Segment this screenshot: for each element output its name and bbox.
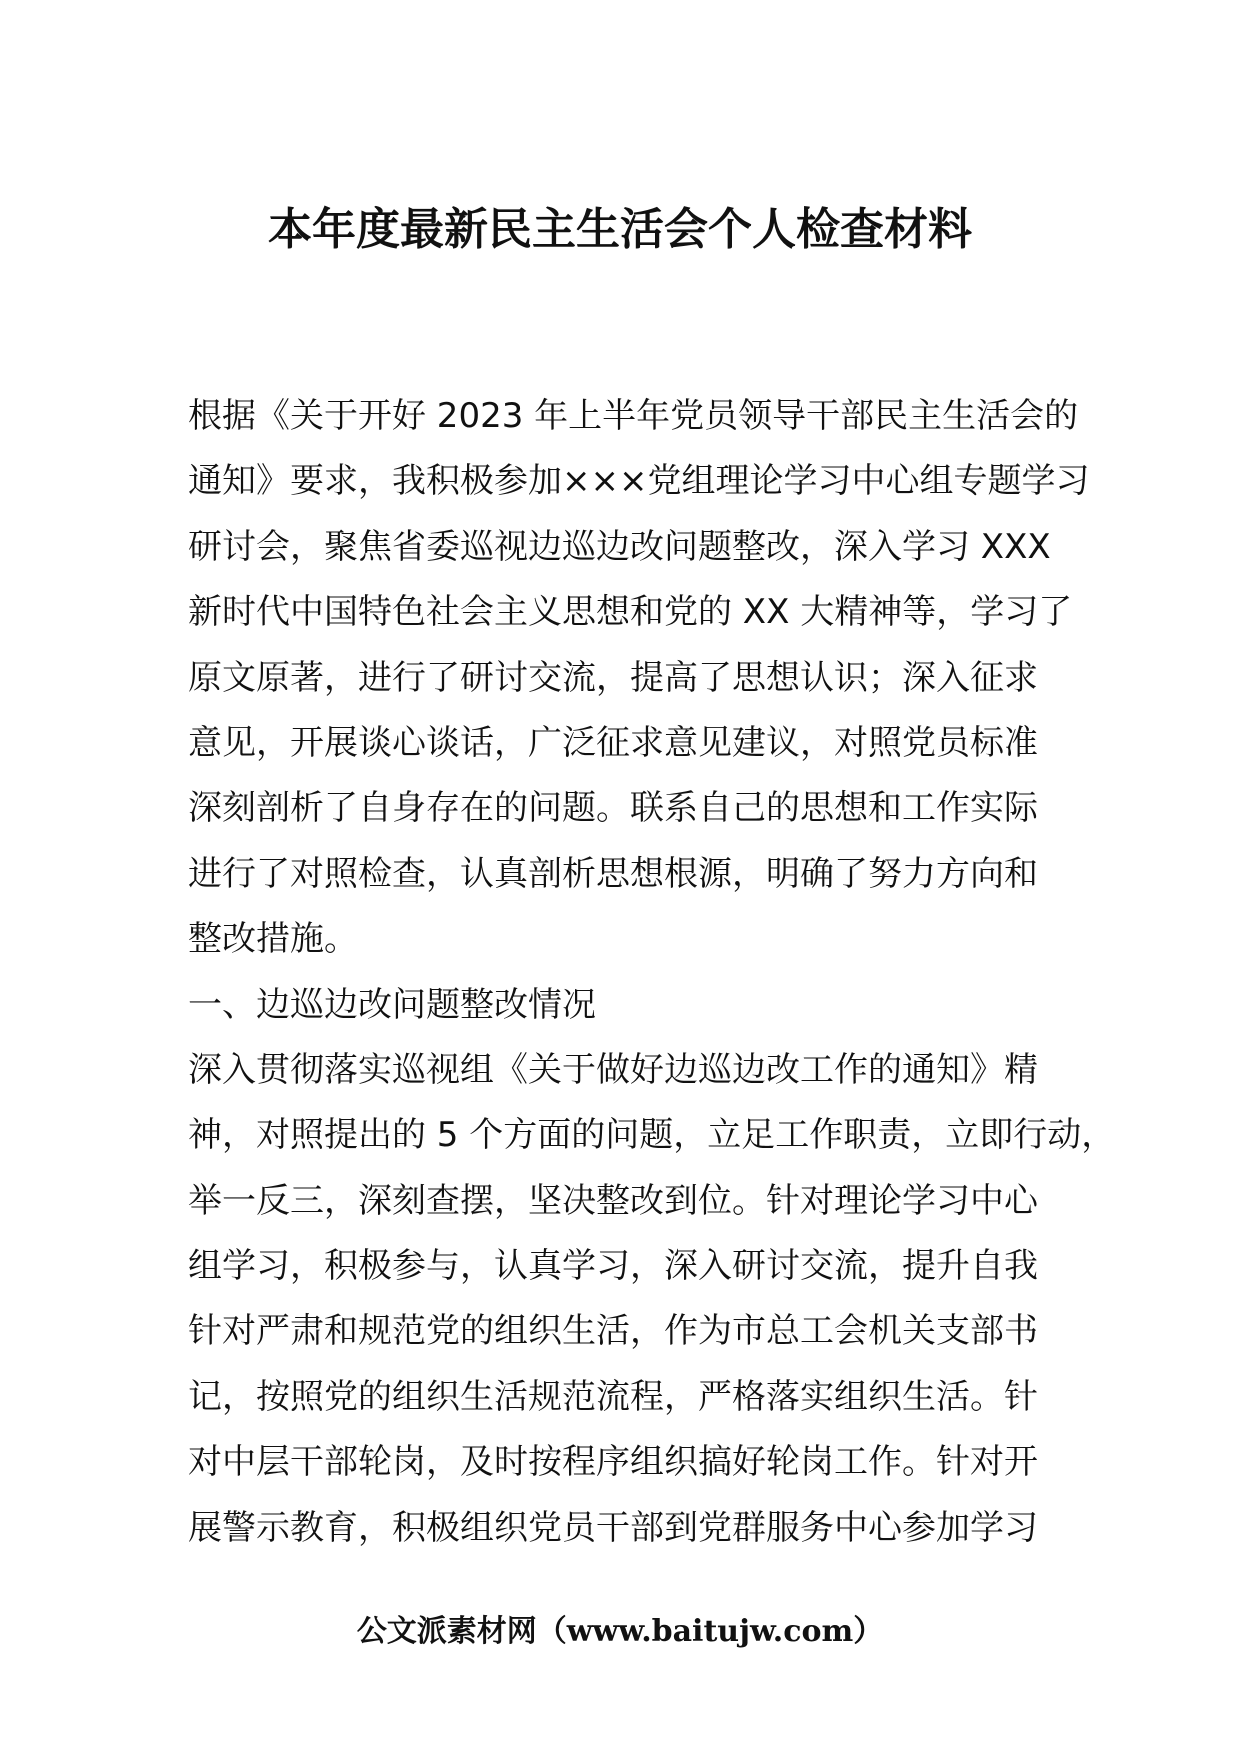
document-title: 本年度最新民主生活会个人检查材料 [268, 204, 972, 255]
source-footer: 公文派素材网（www.baitujw.com） [356, 1614, 884, 1649]
body-line: 对中层干部轮岗，及时按程序组织搞好轮岗工作。针对开 [188, 1442, 1038, 1483]
body-line: 组学习，积极参与，认真学习，深入研讨交流，提升自我 [188, 1246, 1038, 1287]
body-line: 记，按照党的组织生活规范流程，严格落实组织生活。针 [188, 1376, 1038, 1417]
body-line: 展警示教育，积极组织党员干部到党群服务中心参加学习 [188, 1507, 1038, 1548]
body-line: 整改措施。 [188, 919, 358, 960]
body-line: 深入贯彻落实巡视组《关于做好边巡边改工作的通知》精 [188, 1049, 1038, 1090]
body-line: 研讨会，聚焦省委巡视边巡边改问题整改，深入学习 XXX [188, 526, 1051, 567]
body-line: 通知》要求，我积极参加×××党组理论学习中心组专题学习 [188, 461, 1090, 502]
document-body [188, 384, 1116, 1561]
body-line: 新时代中国特色社会主义思想和党的 XX 大精神等，学习了 [188, 592, 1073, 633]
body-line: 神，对照提出的 5 个方面的问题，立足工作职责，立即行动， [188, 1115, 1116, 1156]
body-line: 进行了对照检查，认真剖析思想根源，明确了努力方向和 [188, 853, 1038, 894]
body-line: 意见，开展谈心谈话，广泛征求意见建议，对照党员标准 [188, 722, 1038, 763]
body-line: 举一反三，深刻查摆，坚决整改到位。针对理论学习中心 [188, 1180, 1038, 1221]
body-line: 根据《关于开好 2023 年上半年党员领导干部民主生活会的 [188, 396, 1079, 436]
body-line: 原文原著，进行了研讨交流，提高了思想认识；深入征求 [188, 657, 1038, 698]
section-heading: 一、边巡边改问题整改情况 [188, 984, 596, 1025]
body-line: 针对严肃和规范党的组织生活，作为市总工会机关支部书 [188, 1311, 1038, 1352]
body-line: 深刻剖析了自身存在的问题。联系自己的思想和工作实际 [188, 788, 1038, 829]
